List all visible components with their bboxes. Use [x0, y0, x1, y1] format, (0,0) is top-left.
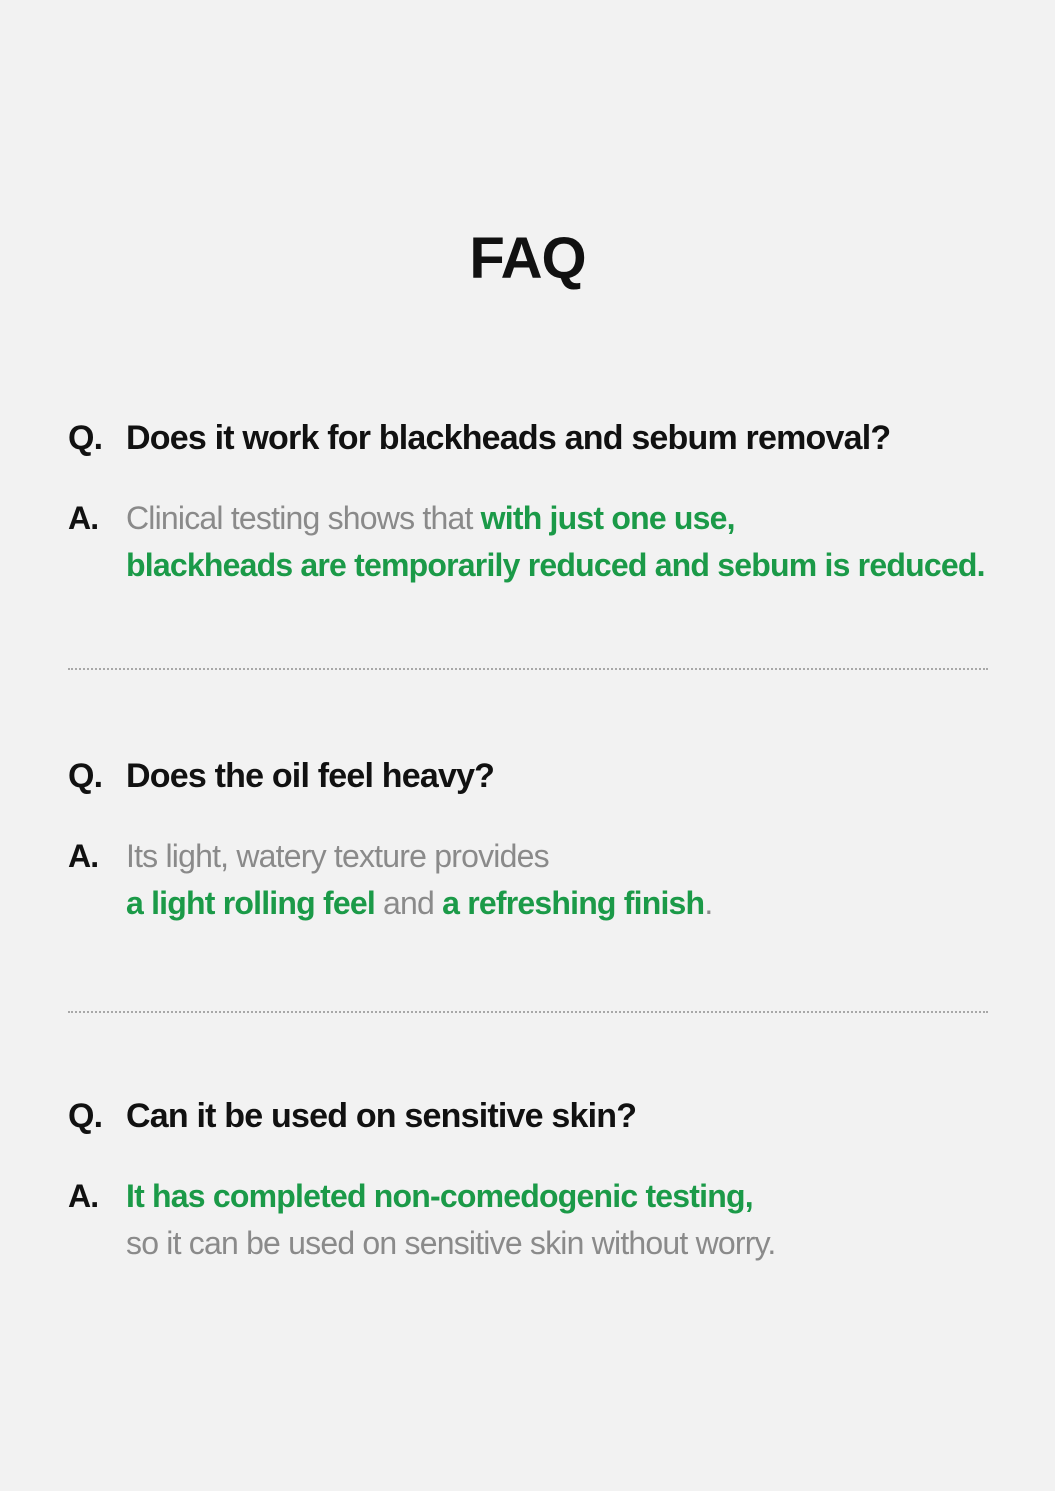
- page-title: FAQ: [469, 226, 586, 291]
- faq-answer: [68, 498, 988, 592]
- faq-item: [68, 1096, 988, 1270]
- faq-question: [68, 1096, 988, 1136]
- answer-marker: A.: [68, 500, 99, 536]
- answer-lines: [126, 498, 988, 592]
- question-text: Does it work for blackheads and sebum removal?: [126, 419, 891, 457]
- answer-text: Its light, watery texture provides: [126, 838, 549, 874]
- answer-lines: [126, 1176, 988, 1270]
- answer-highlight: a refreshing finish: [442, 885, 705, 921]
- answer-line: [126, 1170, 988, 1223]
- question-text: Can it be used on sensitive skin?: [126, 1097, 637, 1135]
- answer-line: [126, 1217, 988, 1270]
- divider: [68, 1011, 988, 1013]
- answer-marker: A.: [68, 838, 99, 874]
- faq-item: [68, 756, 988, 930]
- question-marker: Q.: [68, 757, 103, 795]
- answer-text: so it can be used on sensitive skin without worry.: [126, 1225, 776, 1261]
- faq-item: [68, 418, 988, 592]
- question-marker: Q.: [68, 419, 103, 457]
- divider: [68, 668, 988, 670]
- answer-highlight: blackheads are temporarily reduced and sebum is reduced.: [126, 547, 985, 583]
- answer-line: [126, 539, 988, 592]
- question-marker: Q.: [68, 1097, 103, 1135]
- answer-text: Clinical testing shows that: [126, 500, 481, 536]
- answer-highlight: It has completed non-comedogenic testing,: [126, 1178, 753, 1214]
- faq-question: [68, 418, 988, 458]
- answer-highlight: a light rolling feel: [126, 885, 375, 921]
- faq-answer: [68, 836, 988, 930]
- answer-line: [126, 877, 988, 930]
- faq-question: [68, 756, 988, 796]
- answer-highlight: with just one use,: [480, 500, 735, 536]
- answer-line: [126, 492, 988, 545]
- answer-marker: A.: [68, 1178, 99, 1214]
- question-text: Does the oil feel heavy?: [126, 757, 495, 795]
- answer-text: and: [374, 885, 443, 921]
- answer-text: .: [704, 885, 713, 921]
- answer-lines: [126, 836, 988, 930]
- answer-line: [126, 830, 988, 883]
- faq-answer: [68, 1176, 988, 1270]
